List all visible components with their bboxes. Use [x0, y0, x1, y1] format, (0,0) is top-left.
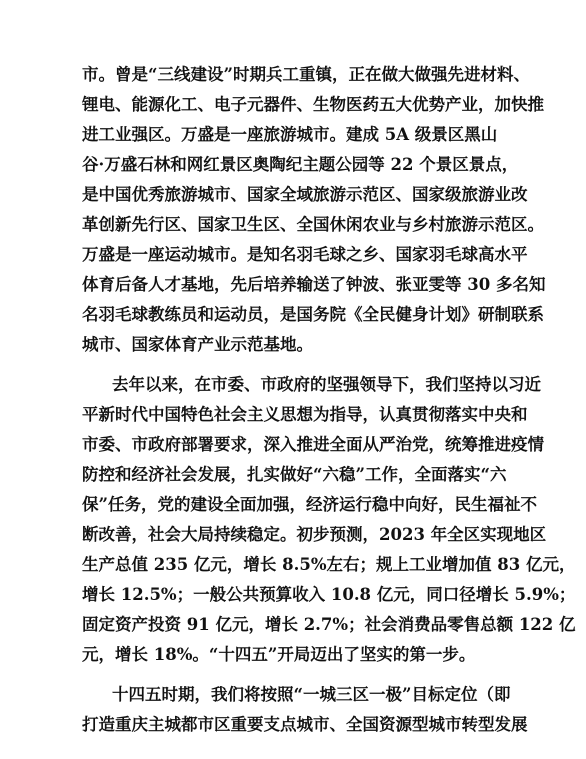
text-line: 增长 12.5%；一般公共预算收入 10.8 亿元，同口径增长 5.9%； [82, 585, 576, 604]
text-line: 体育后备人才基地，先后培养输送了钟波、张亚雯等 30 多名知 [82, 275, 546, 294]
text-line: 进工业强区。万盛是一座旅游城市。建成 5A 级景区黑山 [82, 125, 498, 144]
text-line: 平新时代中国特色社会主义思想为指导，认真贯彻落实中央和 [82, 405, 528, 424]
text-line: 城市、国家体育产业示范基地。 [82, 335, 313, 354]
text-line: 谷·万盛石林和网红景区奥陶纪主题公园等 22 个景区景点， [82, 155, 519, 174]
text-line: 防控和经济社会发展，扎实做好“六稳”工作，全面落实“六 [82, 465, 507, 484]
text-line: 名羽毛球教练员和运动员，是国务院《全民健身计划》研制联系 [82, 305, 544, 324]
text-line: 元，增长 18%。“十四五”开局迈出了坚实的第一步。 [82, 645, 476, 664]
text-line: 生产总值 235 亿元，增长 8.5%左右；规上工业增加值 83 亿元， [82, 555, 576, 574]
text-line: 革创新先行区、国家卫生区、全国休闲农业与乡村旅游示范区。 [82, 215, 544, 234]
text-line: 去年以来，在市委、市政府的坚强领导下，我们坚持以习近 [112, 375, 541, 394]
text-line: 保”任务，党的建设全面加强，经济运行稳中向好，民生福祉不 [82, 495, 537, 514]
text-line: 锂电、能源化工、电子元器件、生物医药五大优势产业，加快推 [82, 95, 544, 114]
text-line: 市。曾是“三线建设”时期兵工重镇，正在做大做强先进材料、 [82, 65, 530, 84]
text-line: 固定资产投资 91 亿元，增长 2.7%；社会消费品零售总额 122 亿 [82, 615, 576, 634]
text-line: 是中国优秀旅游城市、国家全域旅游示范区、国家级旅游业改 [82, 185, 528, 204]
text-line: 断改善，社会大局持续稳定。初步预测，2023 年全区实现地区 [82, 525, 547, 544]
text-line: 打造重庆主城都市区重要支点城市、全国资源型城市转型发展 [82, 715, 528, 734]
text-line: 市委、市政府部署要求，深入推进全面从严治党，统筹推进疫情 [82, 435, 544, 454]
text-line: 万盛是一座运动城市。是知名羽毛球之乡、国家羽毛球高水平 [82, 245, 528, 264]
text-line: 十四五时期，我们将按照“一城三区一极”目标定位（即 [112, 685, 511, 704]
